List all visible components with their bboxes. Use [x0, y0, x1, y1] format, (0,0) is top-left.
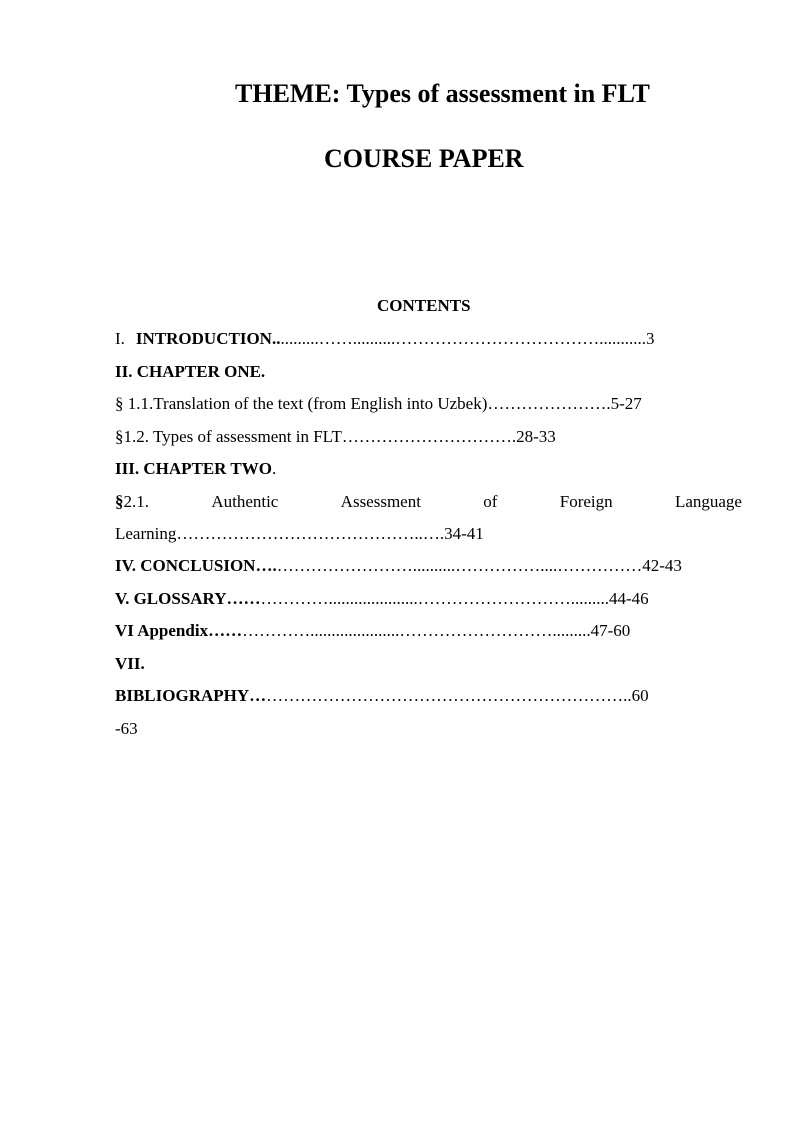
- toc-section-2-1-word: Language: [674, 492, 742, 511]
- toc-section-2-1-word: Assessment: [340, 492, 421, 511]
- toc-appendix-title: VI Appendix……: [115, 621, 243, 640]
- section-number: 2.1.: [123, 492, 149, 511]
- toc-conclusion-page: 42-43: [642, 556, 682, 575]
- toc-bibliography-title: BIBLIOGRAPHY…: [115, 686, 267, 705]
- toc-appendix: [115, 620, 630, 642]
- toc-chapter-two-dot: .: [271, 459, 277, 478]
- toc-appendix-page: 47-60: [590, 621, 631, 640]
- toc-conclusion: [115, 555, 682, 577]
- toc-glossary-page: 44-46: [609, 589, 649, 608]
- toc-bibliography-continuation: -63: [115, 719, 138, 738]
- toc-glossary-leader: ………….....................……………………….........: [260, 589, 610, 608]
- toc-introduction-page: 3: [645, 329, 655, 348]
- toc-glossary: [115, 588, 649, 610]
- toc-section-2-1-word: Foreign: [559, 492, 613, 511]
- toc-section-2-1-word: of: [483, 492, 498, 511]
- toc-bibliography-page: 60: [631, 686, 649, 705]
- contents-heading: CONTENTS: [377, 296, 471, 315]
- toc-introduction-number: I.: [115, 329, 125, 348]
- toc-section-2-1-number: [115, 491, 149, 513]
- toc-bibliography-leader: ………………………………………………………..: [266, 686, 632, 705]
- toc-chapter-one: II. CHAPTER ONE.: [115, 362, 266, 381]
- toc-section-2-1: [115, 491, 742, 513]
- toc-section-2-1-continuation: Learning……………………………………..….34-41: [115, 524, 484, 543]
- toc-introduction-title: INTRODUCTION..: [135, 329, 281, 348]
- toc-glossary-title: V. GLOSSARY……: [115, 589, 261, 608]
- toc-section-1-1: § 1.1.Translation of the text (from English into Uzbek)………………….5-27: [115, 394, 642, 413]
- toc-vii: VII.: [115, 654, 145, 673]
- toc-section-2-1-word: Authentic: [211, 492, 279, 511]
- toc-chapter-two-title: III. CHAPTER TWO: [115, 459, 272, 478]
- course-paper-title: COURSE PAPER: [324, 144, 524, 173]
- theme-title: THEME: Types of assessment in FLT: [235, 79, 650, 108]
- toc-chapter-two: [115, 458, 276, 480]
- toc-introduction: [115, 328, 654, 350]
- section-symbol: §: [115, 492, 124, 511]
- toc-bibliography: [115, 685, 649, 707]
- toc-introduction-leader: .........……..........………………………………...........: [280, 329, 646, 348]
- toc-conclusion-title: IV. CONCLUSION….: [115, 556, 277, 575]
- toc-appendix-leader: ………….....................……………………….........: [242, 621, 591, 640]
- toc-section-1-2: §1.2. Types of assessment in FLT………………………….28-33: [115, 427, 556, 446]
- toc-conclusion-leader: ……………………..........……………....……………: [276, 556, 643, 575]
